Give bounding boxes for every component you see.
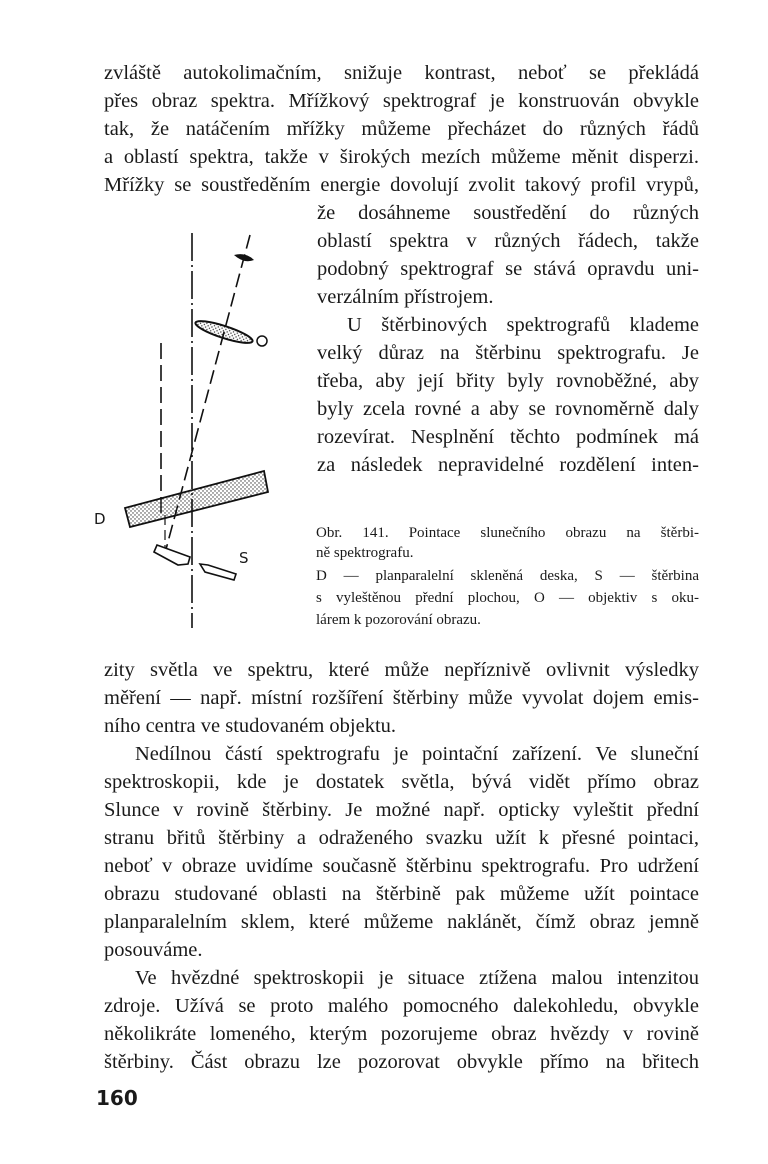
slit-jaw-left-icon (154, 545, 190, 565)
figure-diagram (0, 0, 320, 660)
body-line: přes obraz spektra. Mřížkový spektrograf je konstruován obvykle (104, 90, 699, 112)
label-S: S (239, 549, 249, 567)
paragraph-start: Nedílnou částí spektrografu je pointační zařízení. Ve sluneční (135, 743, 699, 765)
body-line: Mřížky se soustředěním energie dovolují zvolit takový profil vrypů, (104, 174, 699, 196)
body-line: tak, že natáčením mřížky můžeme přecházet do různých řádů (104, 118, 699, 140)
body-line: za následek nepravidelné rozdělení inten- (317, 454, 699, 476)
body-line: ního centra ve studovaném objektu. (104, 715, 397, 737)
body-line: zity světla ve spektru, které může nepříznivě ovlivnit výsledky (104, 659, 699, 681)
body-line: verzálním přístrojem. (317, 286, 494, 308)
body-line: a oblastí spektra, takže v širokých mezích můžeme měnit disperzi. (104, 146, 699, 168)
body-line: neboť v obraze uvidíme současně štěrbinu spektrografu. Pro udržení (104, 855, 699, 877)
body-line: třeba, aby její břity byly rovnoběžné, aby (317, 370, 699, 392)
page-number: 160 (96, 1086, 138, 1110)
figure-caption-title: ně spektrografu. (316, 545, 414, 561)
eyepiece-icon (234, 254, 254, 261)
figure-caption-legend: s vyleštěnou přední plochou, O — objektiv s oku- (316, 590, 699, 606)
body-line: byly zcela rovné a aby se rovnoměrně daly (317, 398, 699, 420)
label-D: D (94, 510, 106, 528)
body-line: velký důraz na štěrbinu spektrografu. Je (317, 342, 699, 364)
body-line: planparalelním sklem, které můžeme naklánět, čímž obraz jemně (104, 911, 699, 933)
body-line: rozevírat. Nesplnění těchto podmínek má (317, 426, 699, 448)
figure-caption-title: Obr. 141. Pointace slunečního obrazu na štěrbi- (316, 525, 699, 541)
objective-lens-icon (194, 317, 255, 347)
glass-plate-icon (125, 471, 268, 527)
body-line: stranu břitů štěrbiny a odraženého svazku užít k přesné pointaci, (104, 827, 699, 849)
body-line: obrazu studované oblasti na štěrbině pak můžeme užít pointace (104, 883, 699, 905)
figure-caption-legend: D — planparalelní skleněná deska, S — štěrbina (316, 568, 699, 584)
body-line: oblastí spektra v různých řádech, takže (317, 230, 699, 252)
body-line: podobný spektrograf se stává opravdu uni- (317, 258, 699, 280)
body-line: že dosáhneme soustředění do různých (317, 202, 699, 224)
figure-caption-legend: lárem k pozorování obrazu. (316, 612, 481, 628)
body-line: spektroskopii, kde je dostatek světla, bývá vidět přímo obraz (104, 771, 699, 793)
body-line: zdroje. Užívá se proto malého pomocného dalekohledu, obvykle (104, 995, 699, 1017)
body-line: posouváme. (104, 939, 203, 961)
body-line: měření — např. místní rozšíření štěrbiny může vyvolat dojem emis- (104, 687, 699, 709)
slit-jaw-right-icon (200, 564, 236, 580)
body-line: několikráte lomeného, kterým pozorujeme obraz hvězdy v rovině (104, 1023, 699, 1045)
paragraph-start: U štěrbinových spektrografů klademe (347, 314, 699, 336)
body-line: zvláště autokolimačním, snižuje kontrast, neboť se překládá (104, 62, 699, 84)
body-line: Slunce v rovině štěrbiny. Je možné např. opticky vyleštit přední (104, 799, 699, 821)
paragraph-start: Ve hvězdné spektroskopii je situace ztížena malou intenzitou (135, 967, 699, 989)
body-line: štěrbiny. Část obrazu lze pozorovat obvykle přímo na břitech (104, 1051, 699, 1073)
